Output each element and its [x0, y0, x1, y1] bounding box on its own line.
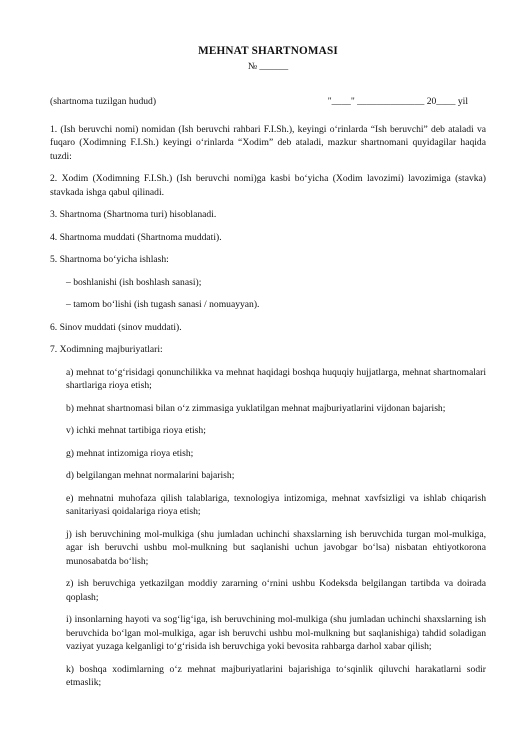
contract-number: № ______	[247, 61, 289, 72]
document-title: MEHNAT SHARTNOMASI	[198, 45, 338, 57]
section-6: 6. Sinov muddati (sinov muddati).	[50, 321, 182, 333]
contract-body	[50, 123, 486, 690]
duty-item: g) mehnat intizomiga rioya etish;	[66, 447, 194, 459]
section-5-start: – boshlanishi (ish boshlash sanasi);	[66, 276, 202, 288]
place-label: (shartnoma tuzilgan hudud)	[50, 96, 157, 107]
duty-item: k) boshqa xodimlarning oʻz mehnat majburiyatlarini bajarishiga toʻsqinlik qiluvchi harakatlarni sodir etmaslik;	[66, 663, 486, 688]
section-3: 3. Shartnoma (Shartnoma turi) hisoblanadi.	[50, 209, 217, 220]
duty-item: e) mehnatni muhofaza qilish talablariga, texnologiya intizomiga, mehnat xavfsizligi va ishlab chiqarish sanitariyasi qoidalariga rioya etish;	[66, 492, 486, 517]
section-5-end: – tamom boʻlishi (ish tugash sanasi / nomuayyan).	[66, 299, 260, 310]
place-date-line	[50, 95, 486, 109]
duty-item: z) ish beruvchiga yetkazilgan moddiy zararning oʻrnini ushbu Kodeksda belgilangan tartibda va doirada qoplash;	[66, 578, 486, 603]
duty-item: i) insonlarning hayoti va sogʻligʻiga, ish beruvchining mol-mulkiga (shu jumladan uchinchi shaxslarning ish beruvchida boʻlgan mol-mulkiga, agar ish beruvchi ushbu mol-mulkning but saqlanishiga) tahdid soladigan vaziyat yuzaga kelganligi toʻgʻrisida ish beruvchiga yoki bevosita rahbarga darhol xabar qilish;	[66, 614, 486, 652]
date-field: "____" ______________ 20____ yil	[327, 96, 468, 107]
section-1: 1. (Ish beruvchi nomi) nomidan (Ish beruvchi rahbari F.I.Sh.), keyingi oʻrinlarda “Ish beruvchi” deb ataladi va fuqaro (Xodimning F.I.Sh.) keyingi oʻrinlarda “Xodim” deb ataladi, mazkur shartnomani quyidagilar haqida tuzdi:	[50, 123, 486, 162]
duty-item: d) belgilangan mehnat normalarini bajarish;	[66, 470, 235, 481]
duty-item: a) mehnat toʻgʻrisidagi qonunchilikka va mehnat haqidagi boshqa huquqiy hujjatlarga, mehnat shartnomalari shartlariga rioya etish;	[66, 366, 486, 391]
duty-item: j) ish beruvchining mol-mulkiga (shu jumladan uchinchi shaxslarning ish beruvchida turgan mol-mulkiga, agar ish beruvchi ushbu mol-mulkning but saqlanishi uchun javobgar boʻlsa) nisbatan ehtiyotkorona munosabatda boʻlish;	[66, 528, 486, 567]
section-5: 5. Shartnoma boʻyicha ishlash:	[50, 254, 169, 265]
duty-item: b) mehnat shartnomasi bilan oʻz zimmasiga yuklatilgan mehnat majburiyatlarini vijdonan bajarish;	[66, 402, 446, 414]
section-7-title: 7. Xodimning majburiyatlari:	[50, 344, 163, 355]
duty-item: v) ichki mehnat tartibiga rioya etish;	[66, 425, 206, 436]
section-4: 4. Shartnoma muddati (Shartnoma muddati).	[50, 231, 222, 243]
section-2: 2. Xodim (Xodimning F.I.Sh.) (Ish beruvchi nomi)ga kasbi boʻyicha (Xodim lavozimi) lavozimiga (stavka) stavkada ishga qabul qilinadi.	[50, 173, 486, 198]
